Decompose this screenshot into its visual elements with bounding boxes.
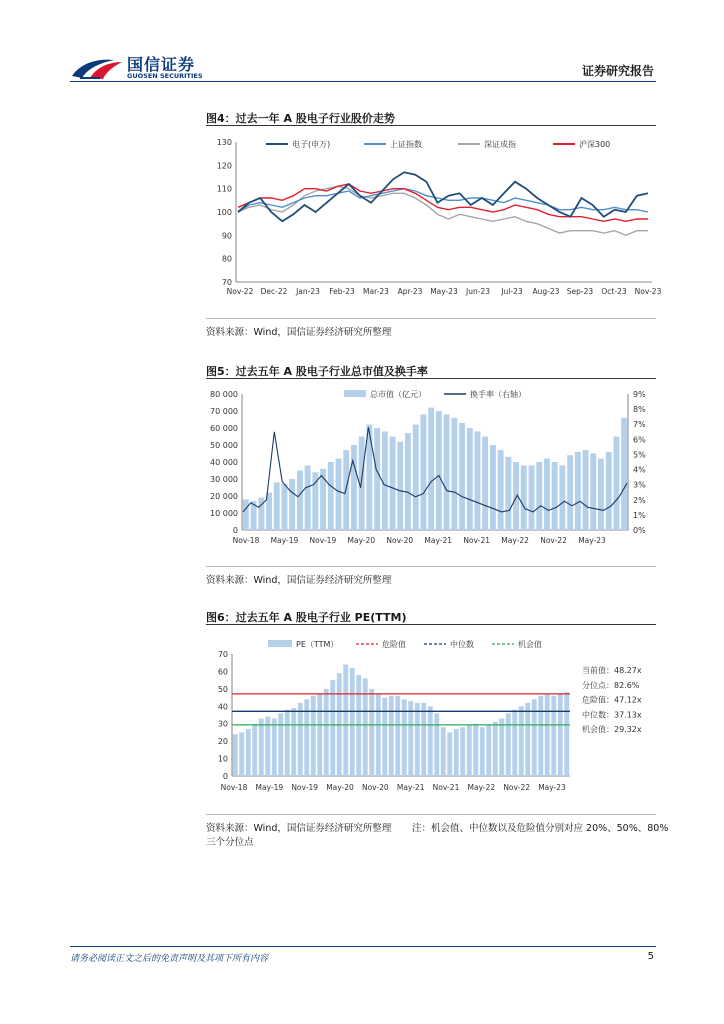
- y2-tick-label: 2%: [633, 495, 646, 505]
- pe-bar: [233, 734, 238, 776]
- x-tick-label: Jul-23: [501, 287, 523, 296]
- y2-tick-label: 0%: [633, 526, 646, 535]
- x-tick-label: Mar-23: [363, 287, 389, 296]
- y2-tick-label: 8%: [633, 405, 646, 415]
- pe-bar: [285, 710, 290, 776]
- x-tick-label: May-23: [578, 536, 606, 545]
- y-tick-label: 60: [217, 667, 228, 677]
- x-tick-label: Feb-23: [329, 287, 355, 296]
- x-tick-label: Sep-23: [566, 287, 594, 296]
- y-tick-label: 120: [216, 161, 232, 171]
- market-cap-bar: [305, 465, 311, 530]
- market-cap-bar: [552, 462, 558, 530]
- pe-bar: [486, 726, 491, 777]
- market-cap-bar: [583, 450, 589, 530]
- pe-bar: [317, 694, 322, 776]
- x-tick-label: Apr-23: [397, 287, 423, 296]
- market-cap-bar: [536, 462, 542, 530]
- pe-bar: [447, 732, 452, 776]
- legend-label: 上证指数: [390, 140, 422, 149]
- brand-name-cn: 国信证券: [127, 55, 196, 74]
- y-tick-label: 60 000: [210, 424, 238, 433]
- footer-rule: [70, 946, 656, 947]
- brand-name-en: GUOSEN SECURITIES: [127, 72, 203, 80]
- x-tick-label: Nov-19: [291, 783, 319, 792]
- y-tick-label: 0: [222, 772, 228, 781]
- x-tick-label: Nov-20: [361, 783, 389, 792]
- pe-bar: [525, 703, 530, 776]
- pe-bar: [395, 696, 400, 776]
- market-cap-bar: [482, 437, 488, 531]
- pe-bar: [350, 668, 355, 776]
- legend-label: 深证成指: [484, 140, 516, 149]
- x-tick-label: Nov-20: [386, 536, 414, 545]
- pe-bar: [564, 692, 569, 776]
- y-tick-label: 30 000: [210, 475, 238, 484]
- pe-bar: [538, 696, 543, 776]
- figure-4-title-rule: [206, 125, 656, 126]
- x-tick-label: Nov-22: [226, 287, 254, 296]
- pe-bar: [363, 678, 368, 776]
- x-tick-label: Nov-18: [220, 783, 248, 792]
- pe-bar: [415, 703, 420, 776]
- x-tick-label: May-23: [538, 783, 566, 792]
- figure-6-note-line2: 三个分位点: [206, 837, 254, 848]
- pe-bar: [408, 701, 413, 776]
- market-cap-bar: [451, 418, 457, 530]
- y2-tick-label: 6%: [633, 435, 646, 445]
- y-tick-label: 40: [217, 702, 228, 712]
- pe-bar: [512, 710, 517, 776]
- figure-5-title: 图5：过去五年 A 股电子行业总市值及换手率: [206, 365, 428, 378]
- market-cap-bar: [413, 425, 419, 530]
- pe-bar: [265, 717, 270, 776]
- y2-tick-label: 5%: [633, 450, 646, 460]
- x-tick-label: Oct-23: [601, 287, 627, 296]
- pe-bar: [252, 724, 257, 776]
- pe-bar: [343, 665, 348, 777]
- x-tick-label: Nov-18: [232, 536, 260, 545]
- market-cap-bar: [397, 442, 403, 530]
- series-line: [238, 172, 648, 221]
- market-cap-bar: [467, 428, 473, 530]
- pe-bar: [480, 727, 485, 776]
- pe-bar: [382, 698, 387, 776]
- pe-bar: [428, 706, 433, 776]
- pe-bar: [441, 727, 446, 776]
- x-tick-label: Nov-21: [463, 536, 491, 545]
- pe-bar: [246, 729, 251, 776]
- figure-6-bottom-rule: [206, 814, 656, 815]
- market-cap-bar: [243, 499, 249, 530]
- pe-bar: [298, 703, 303, 776]
- y-tick-label: 50: [217, 684, 228, 694]
- footer-disclaimer: 请务必阅读正文之后的免责声明及其项下所有内容: [70, 954, 269, 964]
- legend-swatch: [268, 640, 292, 647]
- figure-6-title: 图6：过去五年 A 股电子行业 PE(TTM): [206, 611, 407, 624]
- pe-bar: [278, 713, 283, 776]
- market-cap-bar: [274, 482, 280, 530]
- legend-label: 电子(申万): [292, 140, 331, 149]
- market-cap-bar: [614, 437, 620, 531]
- y-tick-label: 70: [217, 650, 228, 659]
- x-tick-label: Nov-19: [309, 536, 337, 545]
- market-cap-bar: [390, 437, 396, 531]
- annotation-label: 分位点：82.6%: [582, 680, 640, 690]
- y-tick-label: 90: [221, 231, 232, 241]
- market-cap-bar: [544, 459, 550, 530]
- market-cap-bar: [436, 411, 442, 530]
- x-tick-label: May-19: [270, 536, 299, 545]
- pe-bar: [389, 696, 394, 776]
- x-tick-label: May-20: [326, 783, 354, 792]
- y-tick-label: 20: [217, 737, 228, 747]
- x-tick-label: May-21: [396, 783, 425, 792]
- y-tick-label: 110: [216, 184, 232, 194]
- market-cap-bar: [459, 423, 465, 530]
- pe-bar: [324, 689, 329, 776]
- market-cap-bar: [559, 465, 565, 530]
- series-line: [238, 186, 648, 235]
- legend-label: 总市值（亿元）: [370, 390, 426, 399]
- y-tick-label: 80 000: [210, 390, 238, 399]
- figure-4-chart: [206, 130, 662, 302]
- guosen-logo-icon: [70, 52, 124, 82]
- y-tick-label: 10: [217, 754, 228, 764]
- pe-bar: [454, 729, 459, 776]
- figure-4-title: 图4：过去一年 A 股电子行业股价走势: [206, 112, 395, 125]
- pe-bar: [434, 713, 439, 776]
- market-cap-bar: [351, 445, 357, 530]
- x-tick-label: May-22: [467, 783, 496, 792]
- header-rule: [70, 81, 656, 82]
- figure-5-title-rule: [206, 378, 656, 379]
- x-tick-label: May-21: [424, 536, 453, 545]
- y2-tick-label: 1%: [633, 510, 646, 520]
- annotation-label: 当前值：48.27x: [582, 666, 642, 675]
- y-tick-label: 50 000: [210, 441, 238, 450]
- market-cap-bar: [505, 457, 511, 530]
- y-tick-label: 80: [221, 254, 232, 264]
- market-cap-bar: [289, 479, 295, 530]
- market-cap-bar: [366, 425, 372, 530]
- figure-4-source: 资料来源：Wind，国信证券经济研究所整理: [206, 327, 392, 338]
- legend-label: 机会值: [518, 640, 542, 649]
- pe-bar: [551, 696, 556, 776]
- x-tick-label: Nov-21: [432, 783, 460, 792]
- pe-bar: [467, 726, 472, 777]
- market-cap-bar: [328, 462, 334, 530]
- y-tick-label: 10 000: [210, 509, 238, 518]
- market-cap-bar: [521, 465, 527, 530]
- market-cap-bar: [282, 484, 288, 530]
- report-type: 证券研究报告: [581, 64, 654, 78]
- market-cap-bar: [374, 428, 380, 530]
- x-tick-label: Jun-23: [466, 287, 490, 296]
- market-cap-bar: [498, 450, 504, 530]
- market-cap-bar: [428, 408, 434, 530]
- legend-label: 危险值: [382, 640, 406, 649]
- figure-4-bottom-rule: [206, 318, 656, 319]
- x-tick-label: Nov-22: [503, 783, 531, 792]
- y-tick-label: 0: [232, 526, 238, 535]
- legend-label: PE（TTM）: [296, 640, 339, 649]
- y2-tick-label: 3%: [633, 480, 646, 490]
- market-cap-bar: [490, 445, 496, 530]
- market-cap-bar: [382, 431, 388, 530]
- x-tick-label: Aug-23: [532, 287, 560, 296]
- y2-tick-label: 7%: [633, 420, 646, 430]
- x-tick-label: May-23: [430, 287, 458, 296]
- y-tick-label: 30: [217, 719, 228, 729]
- market-cap-bar: [575, 452, 581, 530]
- x-tick-label: May-22: [501, 536, 529, 545]
- legend-swatch: [344, 390, 366, 397]
- pe-bar: [421, 703, 426, 776]
- x-tick-label: Nov-23: [634, 287, 662, 296]
- market-cap-bar: [336, 459, 342, 530]
- market-cap-bar: [444, 414, 450, 530]
- figure-5-source: 资料来源：Wind，国信证券经济研究所整理: [206, 575, 392, 586]
- x-tick-label: Nov-22: [540, 536, 567, 545]
- page-number: 5: [647, 951, 654, 962]
- market-cap-bar: [606, 452, 612, 530]
- market-cap-bar: [405, 433, 411, 530]
- x-tick-label: May-19: [255, 783, 284, 792]
- y-tick-label: 70: [221, 278, 232, 287]
- market-cap-bar: [567, 455, 573, 530]
- pe-bar: [376, 694, 381, 776]
- pe-bar: [239, 732, 244, 776]
- pe-bar: [272, 719, 277, 777]
- figure-5-bottom-rule: [206, 566, 656, 567]
- market-cap-bar: [598, 459, 604, 530]
- figure-6-note: 注：机会值、中位数以及危险值分别对应 20%、50%、80%: [412, 823, 669, 834]
- x-tick-label: Jan-23: [296, 287, 320, 296]
- pe-bar: [460, 727, 465, 776]
- pe-bar: [259, 719, 264, 777]
- pe-bar: [519, 706, 524, 776]
- figure-6-title-rule: [206, 624, 656, 625]
- y2-tick-label: 9%: [633, 390, 646, 399]
- pe-bar: [558, 694, 563, 776]
- figure-5-chart: [206, 382, 666, 554]
- pe-bar: [473, 724, 478, 776]
- market-cap-bar: [297, 471, 303, 531]
- market-cap-bar: [475, 431, 481, 530]
- legend-label: 沪深300: [579, 140, 611, 149]
- series-line: [238, 184, 648, 221]
- legend-label: 中位数: [450, 640, 474, 649]
- y-tick-label: 70 000: [210, 407, 238, 416]
- pe-bar: [291, 708, 296, 776]
- y-tick-label: 40 000: [210, 458, 238, 467]
- y-tick-label: 20 000: [210, 492, 238, 501]
- figure-6-source: 资料来源：Wind，国信证券经济研究所整理: [206, 823, 392, 834]
- pe-bar: [545, 694, 550, 776]
- legend-label: 换手率（右轴）: [470, 390, 526, 399]
- pe-bar: [499, 719, 504, 777]
- market-cap-bar: [621, 418, 627, 530]
- annotation-label: 危险值：47.12x: [582, 695, 642, 705]
- figure-6-chart: [206, 630, 656, 800]
- x-tick-label: May-20: [347, 536, 376, 545]
- y2-tick-label: 4%: [633, 465, 646, 475]
- y-tick-label: 130: [216, 138, 232, 147]
- market-cap-bar: [590, 454, 596, 531]
- x-tick-label: Dec-22: [260, 287, 288, 296]
- annotation-label: 机会值：29.32x: [582, 725, 642, 735]
- market-cap-bar: [421, 414, 427, 530]
- pe-bar: [311, 696, 316, 776]
- market-cap-bar: [529, 465, 535, 530]
- y-tick-label: 100: [216, 208, 232, 217]
- pe-bar: [369, 689, 374, 776]
- pe-bar: [493, 722, 498, 776]
- pe-bar: [506, 713, 511, 776]
- annotation-label: 中位数：37.13x: [582, 710, 642, 720]
